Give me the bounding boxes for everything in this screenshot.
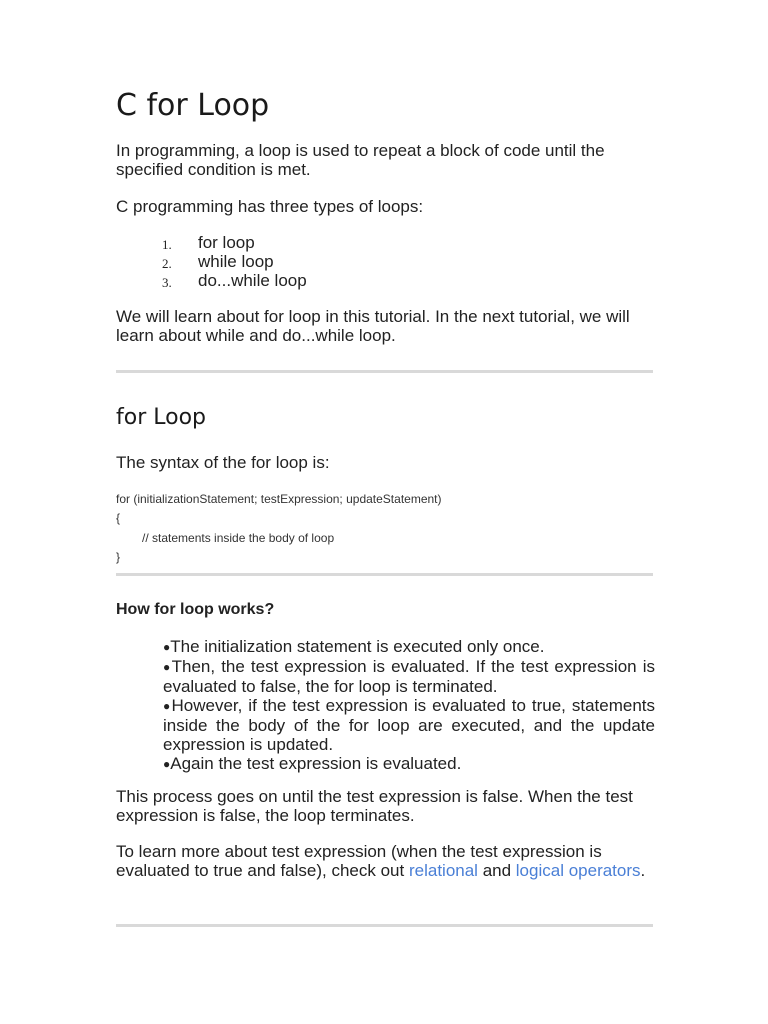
bullet-icon: ● [163, 699, 172, 713]
divider [116, 924, 653, 927]
learn-more-paragraph [116, 842, 646, 880]
relational-operators-link[interactable]: relational [408, 861, 478, 880]
code-line: for (initializationStatement; testExpression; updateStatement) [116, 492, 442, 506]
section-heading-how-it-works: How for loop works? [116, 601, 275, 618]
code-line: // statements inside the body of loop [142, 530, 335, 545]
learn-more-and: and [477, 861, 516, 880]
step-text: The initialization statement is executed only once. [170, 637, 545, 656]
list-number: 3. [162, 275, 172, 290]
list-item [116, 271, 307, 290]
step-text: However, if the test expression is evaluated to true, statements inside the body of the for loop are executed, and the update expression is updated. [163, 696, 656, 754]
list-item [116, 252, 307, 271]
list-number: 1. [162, 237, 172, 252]
page-title: C for Loop [116, 88, 270, 123]
list-item [163, 754, 655, 774]
syntax-code-block [116, 490, 442, 567]
list-item [163, 657, 655, 696]
syntax-intro: The syntax of the for loop is: [116, 453, 330, 472]
code-line: { [116, 511, 121, 526]
steps-list [163, 637, 655, 774]
intro-paragraph: In programming, a loop is used to repeat a block of code until the specified condition is met. [116, 141, 605, 179]
list-item-label: for loop [198, 233, 255, 252]
list-item [163, 696, 655, 754]
section-heading-for-loop: for Loop [116, 405, 206, 430]
list-number: 2. [162, 256, 172, 271]
bullet-icon: ● [163, 640, 171, 654]
loop-types-list [116, 233, 307, 290]
step-text: Then, the test expression is evaluated. If the test expression is evaluated to false, the for loop is terminated. [163, 657, 655, 696]
logical-operators-link[interactable]: logical operators [515, 861, 641, 880]
learn-more-period: . [640, 861, 646, 880]
list-item [116, 233, 307, 252]
code-line: } [116, 549, 121, 564]
list-item [163, 637, 655, 657]
tutorial-note: We will learn about for loop in this tutorial. In the next tutorial, we will learn about while and do...while loop. [116, 307, 630, 345]
divider [116, 370, 653, 373]
loop-types-intro: C programming has three types of loops: [116, 197, 424, 216]
process-paragraph: This process goes on until the test expression is false. When the test expression is false, the loop terminates. [116, 787, 633, 825]
learn-more-text: To learn more about test expression (when the test expression is evaluated to true and false), check out [116, 842, 602, 880]
list-item-label: while loop [198, 252, 274, 271]
list-item-label: do...while loop [198, 271, 307, 290]
bullet-icon: ● [163, 757, 171, 771]
step-text: Again the test expression is evaluated. [170, 754, 462, 773]
divider [116, 573, 653, 576]
bullet-icon: ● [163, 660, 172, 674]
